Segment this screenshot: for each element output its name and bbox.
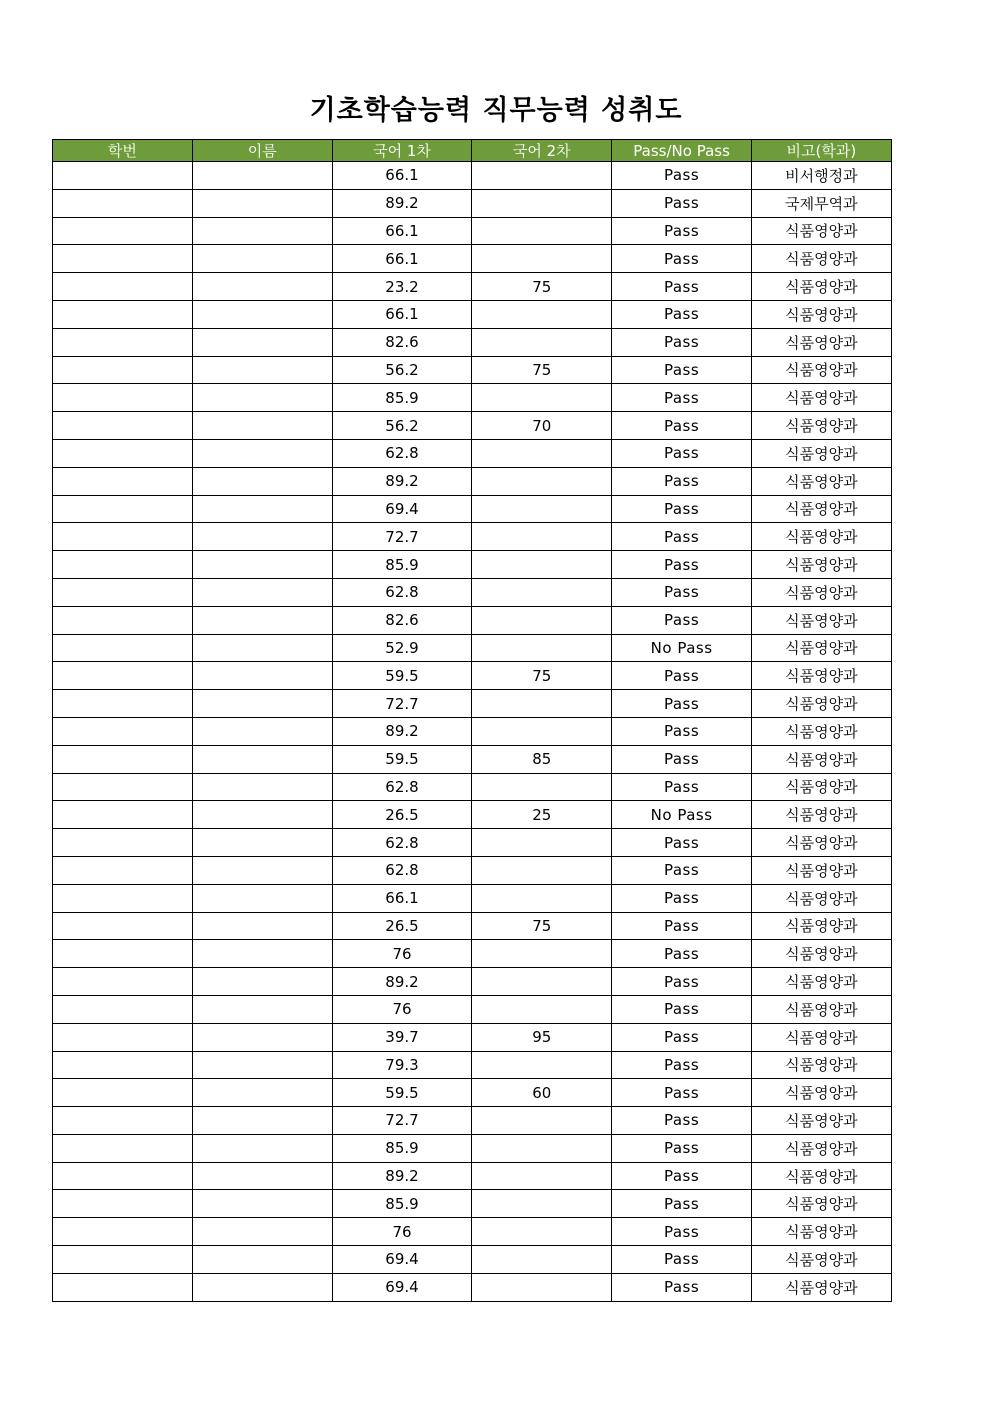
cell-korean-1: 72.7 [332, 1107, 472, 1135]
table-row [53, 884, 892, 912]
cell-korean-2: 60 [472, 1079, 612, 1107]
table-row [53, 384, 892, 412]
cell-name [192, 217, 332, 245]
cell-pass-status: Pass [612, 1023, 752, 1051]
cell-department: 식품영양과 [751, 884, 891, 912]
page-title: 기초학습능력 직무능력 성취도 [309, 95, 683, 126]
cell-name [192, 801, 332, 829]
cell-name [192, 578, 332, 606]
cell-department: 식품영양과 [751, 1162, 891, 1190]
cell-department: 식품영양과 [751, 217, 891, 245]
cell-name [192, 1023, 332, 1051]
table-row [53, 578, 892, 606]
cell-korean-1: 62.8 [332, 578, 472, 606]
cell-name [192, 634, 332, 662]
cell-pass-status: Pass [612, 1107, 752, 1135]
table-row [53, 1273, 892, 1301]
cell-name [192, 606, 332, 634]
cell-korean-1: 82.6 [332, 328, 472, 356]
score-table [52, 139, 892, 1302]
cell-department: 식품영양과 [751, 1218, 891, 1246]
table-row [53, 1246, 892, 1274]
cell-korean-2 [472, 300, 612, 328]
cell-name [192, 690, 332, 718]
cell-korean-2 [472, 995, 612, 1023]
table-row [53, 467, 892, 495]
cell-name [192, 551, 332, 579]
cell-name [192, 412, 332, 440]
cell-student-id [53, 439, 193, 467]
table-row [53, 217, 892, 245]
cell-pass-status: Pass [612, 439, 752, 467]
cell-student-id [53, 662, 193, 690]
cell-pass-status: Pass [612, 1134, 752, 1162]
cell-korean-2 [472, 217, 612, 245]
cell-pass-status: Pass [612, 1162, 752, 1190]
table-row [53, 995, 892, 1023]
cell-student-id [53, 995, 193, 1023]
table-row [53, 662, 892, 690]
cell-department: 식품영양과 [751, 662, 891, 690]
cell-student-id [53, 856, 193, 884]
cell-pass-status: Pass [612, 1246, 752, 1274]
cell-korean-2 [472, 1051, 612, 1079]
cell-department: 식품영양과 [751, 273, 891, 301]
cell-department: 식품영양과 [751, 523, 891, 551]
cell-korean-2 [472, 578, 612, 606]
table-row [53, 328, 892, 356]
cell-korean-2 [472, 523, 612, 551]
cell-name [192, 523, 332, 551]
cell-student-id [53, 745, 193, 773]
cell-pass-status: Pass [612, 884, 752, 912]
cell-department: 비서행정과 [751, 162, 891, 190]
table-row [53, 273, 892, 301]
cell-korean-1: 66.1 [332, 217, 472, 245]
cell-korean-2 [472, 1218, 612, 1246]
cell-korean-2: 25 [472, 801, 612, 829]
cell-korean-1: 85.9 [332, 551, 472, 579]
cell-korean-1: 62.8 [332, 439, 472, 467]
cell-name [192, 189, 332, 217]
cell-student-id [53, 884, 193, 912]
table-row [53, 439, 892, 467]
cell-pass-status: Pass [612, 940, 752, 968]
cell-student-id [53, 578, 193, 606]
cell-department: 식품영양과 [751, 1273, 891, 1301]
cell-korean-1: 23.2 [332, 273, 472, 301]
table-row [53, 745, 892, 773]
cell-name [192, 439, 332, 467]
cell-department: 식품영양과 [751, 578, 891, 606]
table-row [53, 300, 892, 328]
cell-pass-status: Pass [612, 217, 752, 245]
cell-name [192, 912, 332, 940]
cell-name [192, 1218, 332, 1246]
cell-korean-2 [472, 940, 612, 968]
cell-department: 식품영양과 [751, 384, 891, 412]
cell-department: 식품영양과 [751, 968, 891, 996]
cell-name [192, 1134, 332, 1162]
cell-department: 식품영양과 [751, 328, 891, 356]
cell-korean-1: 85.9 [332, 1190, 472, 1218]
cell-student-id [53, 1162, 193, 1190]
cell-student-id [53, 162, 193, 190]
cell-korean-2 [472, 439, 612, 467]
cell-name [192, 384, 332, 412]
cell-name [192, 245, 332, 273]
cell-student-id [53, 300, 193, 328]
cell-student-id [53, 551, 193, 579]
cell-pass-status: Pass [612, 1190, 752, 1218]
cell-department: 식품영양과 [751, 1023, 891, 1051]
cell-korean-1: 59.5 [332, 1079, 472, 1107]
cell-name [192, 773, 332, 801]
cell-department: 식품영양과 [751, 773, 891, 801]
cell-korean-1: 62.8 [332, 856, 472, 884]
cell-department: 식품영양과 [751, 551, 891, 579]
cell-pass-status: Pass [612, 300, 752, 328]
cell-department: 식품영양과 [751, 995, 891, 1023]
table-row [53, 551, 892, 579]
cell-name [192, 884, 332, 912]
cell-student-id [53, 1051, 193, 1079]
cell-student-id [53, 1218, 193, 1246]
cell-korean-2 [472, 1134, 612, 1162]
cell-student-id [53, 1107, 193, 1135]
cell-pass-status: Pass [612, 523, 752, 551]
cell-department: 식품영양과 [751, 1246, 891, 1274]
cell-korean-2 [472, 773, 612, 801]
table-row [53, 1023, 892, 1051]
cell-name [192, 495, 332, 523]
cell-pass-status: Pass [612, 245, 752, 273]
cell-name [192, 940, 332, 968]
cell-student-id [53, 467, 193, 495]
table-row [53, 1190, 892, 1218]
cell-korean-1: 85.9 [332, 1134, 472, 1162]
cell-korean-2 [472, 1273, 612, 1301]
cell-student-id [53, 773, 193, 801]
cell-korean-1: 89.2 [332, 717, 472, 745]
cell-pass-status: Pass [612, 384, 752, 412]
cell-department: 식품영양과 [751, 245, 891, 273]
cell-korean-1: 76 [332, 1218, 472, 1246]
cell-korean-2 [472, 1107, 612, 1135]
table-row [53, 1162, 892, 1190]
cell-korean-1: 79.3 [332, 1051, 472, 1079]
cell-korean-1: 39.7 [332, 1023, 472, 1051]
cell-pass-status: Pass [612, 1218, 752, 1246]
cell-korean-2 [472, 634, 612, 662]
cell-korean-2: 95 [472, 1023, 612, 1051]
cell-pass-status: Pass [612, 968, 752, 996]
cell-name [192, 162, 332, 190]
col-header-pass-no-pass: Pass/No Pass [612, 140, 752, 162]
cell-korean-1: 89.2 [332, 189, 472, 217]
cell-name [192, 829, 332, 857]
cell-student-id [53, 606, 193, 634]
cell-student-id [53, 690, 193, 718]
cell-department: 식품영양과 [751, 912, 891, 940]
cell-name [192, 1246, 332, 1274]
cell-department: 식품영양과 [751, 690, 891, 718]
cell-pass-status: Pass [612, 662, 752, 690]
cell-pass-status: Pass [612, 912, 752, 940]
cell-korean-2: 75 [472, 356, 612, 384]
cell-korean-1: 89.2 [332, 968, 472, 996]
cell-pass-status: Pass [612, 328, 752, 356]
cell-department: 식품영양과 [751, 856, 891, 884]
table-row [53, 912, 892, 940]
cell-korean-1: 69.4 [332, 1246, 472, 1274]
cell-korean-1: 89.2 [332, 1162, 472, 1190]
cell-name [192, 1273, 332, 1301]
header-row [53, 140, 892, 162]
cell-pass-status: Pass [612, 189, 752, 217]
cell-student-id [53, 912, 193, 940]
cell-pass-status: Pass [612, 690, 752, 718]
cell-department: 식품영양과 [751, 356, 891, 384]
cell-pass-status: Pass [612, 1273, 752, 1301]
cell-department: 식품영양과 [751, 829, 891, 857]
cell-pass-status: Pass [612, 829, 752, 857]
table-row [53, 829, 892, 857]
table-row [53, 634, 892, 662]
cell-korean-1: 72.7 [332, 690, 472, 718]
cell-korean-1: 69.4 [332, 495, 472, 523]
cell-student-id [53, 1246, 193, 1274]
cell-korean-1: 26.5 [332, 801, 472, 829]
cell-student-id [53, 273, 193, 301]
cell-pass-status: Pass [612, 467, 752, 495]
cell-student-id [53, 384, 193, 412]
cell-name [192, 328, 332, 356]
cell-korean-2 [472, 717, 612, 745]
table-row [53, 495, 892, 523]
cell-pass-status: Pass [612, 1051, 752, 1079]
cell-student-id [53, 245, 193, 273]
cell-student-id [53, 495, 193, 523]
cell-pass-status: Pass [612, 162, 752, 190]
cell-student-id [53, 634, 193, 662]
cell-department: 식품영양과 [751, 717, 891, 745]
cell-department: 식품영양과 [751, 1079, 891, 1107]
col-header-korean-2: 국어 2차 [472, 140, 612, 162]
cell-student-id [53, 940, 193, 968]
cell-department: 식품영양과 [751, 745, 891, 773]
cell-department: 식품영양과 [751, 606, 891, 634]
cell-student-id [53, 523, 193, 551]
table-row [53, 690, 892, 718]
cell-pass-status: Pass [612, 717, 752, 745]
cell-name [192, 995, 332, 1023]
cell-student-id [53, 1273, 193, 1301]
cell-student-id [53, 829, 193, 857]
cell-korean-2 [472, 1162, 612, 1190]
cell-department: 식품영양과 [751, 801, 891, 829]
col-header-remarks-dept: 비고(학과) [751, 140, 891, 162]
cell-korean-2 [472, 1246, 612, 1274]
cell-pass-status: Pass [612, 606, 752, 634]
cell-korean-1: 26.5 [332, 912, 472, 940]
cell-korean-1: 62.8 [332, 773, 472, 801]
cell-korean-2 [472, 467, 612, 495]
cell-student-id [53, 189, 193, 217]
cell-korean-1: 66.1 [332, 245, 472, 273]
cell-korean-2 [472, 829, 612, 857]
table-row [53, 968, 892, 996]
cell-korean-2 [472, 495, 612, 523]
cell-korean-2 [472, 606, 612, 634]
table-row [53, 1051, 892, 1079]
cell-korean-1: 82.6 [332, 606, 472, 634]
cell-pass-status: Pass [612, 856, 752, 884]
cell-korean-1: 66.1 [332, 300, 472, 328]
cell-korean-2 [472, 189, 612, 217]
cell-name [192, 300, 332, 328]
table-row [53, 1218, 892, 1246]
cell-korean-1: 59.5 [332, 662, 472, 690]
table-row [53, 773, 892, 801]
cell-korean-1: 56.2 [332, 356, 472, 384]
table-row [53, 1107, 892, 1135]
col-header-student-id: 학번 [53, 140, 193, 162]
cell-korean-2 [472, 884, 612, 912]
cell-pass-status: Pass [612, 578, 752, 606]
cell-korean-2 [472, 162, 612, 190]
cell-pass-status: Pass [612, 412, 752, 440]
cell-department: 식품영양과 [751, 940, 891, 968]
cell-korean-2 [472, 690, 612, 718]
cell-korean-1: 59.5 [332, 745, 472, 773]
cell-department: 식품영양과 [751, 634, 891, 662]
cell-department: 식품영양과 [751, 1190, 891, 1218]
cell-korean-1: 85.9 [332, 384, 472, 412]
cell-student-id [53, 1190, 193, 1218]
cell-korean-1: 66.1 [332, 162, 472, 190]
cell-department: 식품영양과 [751, 467, 891, 495]
table-row [53, 356, 892, 384]
cell-student-id [53, 217, 193, 245]
cell-name [192, 273, 332, 301]
cell-name [192, 1079, 332, 1107]
table-row [53, 606, 892, 634]
cell-name [192, 356, 332, 384]
cell-department: 식품영양과 [751, 412, 891, 440]
cell-korean-2 [472, 245, 612, 273]
cell-korean-1: 89.2 [332, 467, 472, 495]
table-row [53, 189, 892, 217]
cell-korean-2 [472, 551, 612, 579]
cell-name [192, 1162, 332, 1190]
cell-korean-2: 70 [472, 412, 612, 440]
cell-korean-2: 75 [472, 662, 612, 690]
cell-korean-1: 56.2 [332, 412, 472, 440]
col-header-korean-1: 국어 1차 [332, 140, 472, 162]
cell-korean-1: 72.7 [332, 523, 472, 551]
cell-korean-2: 85 [472, 745, 612, 773]
cell-department: 식품영양과 [751, 1107, 891, 1135]
cell-student-id [53, 801, 193, 829]
table-row [53, 717, 892, 745]
table-row [53, 1134, 892, 1162]
table-row [53, 162, 892, 190]
cell-student-id [53, 1023, 193, 1051]
cell-korean-1: 62.8 [332, 829, 472, 857]
cell-korean-1: 69.4 [332, 1273, 472, 1301]
cell-department: 식품영양과 [751, 1051, 891, 1079]
cell-student-id [53, 412, 193, 440]
table-row [53, 940, 892, 968]
cell-korean-2 [472, 856, 612, 884]
cell-korean-1: 76 [332, 995, 472, 1023]
cell-pass-status: Pass [612, 995, 752, 1023]
cell-student-id [53, 717, 193, 745]
cell-pass-status: Pass [612, 273, 752, 301]
table-row [53, 412, 892, 440]
cell-korean-2 [472, 1190, 612, 1218]
cell-pass-status: Pass [612, 773, 752, 801]
col-header-name: 이름 [192, 140, 332, 162]
cell-korean-1: 52.9 [332, 634, 472, 662]
cell-student-id [53, 1079, 193, 1107]
cell-korean-2: 75 [472, 273, 612, 301]
cell-pass-status: Pass [612, 356, 752, 384]
cell-pass-status: Pass [612, 551, 752, 579]
cell-korean-1: 76 [332, 940, 472, 968]
cell-korean-1: 66.1 [332, 884, 472, 912]
cell-korean-2: 75 [472, 912, 612, 940]
cell-name [192, 1190, 332, 1218]
table-row [53, 1079, 892, 1107]
cell-department: 국제무역과 [751, 189, 891, 217]
cell-name [192, 662, 332, 690]
cell-student-id [53, 328, 193, 356]
cell-pass-status: Pass [612, 745, 752, 773]
cell-student-id [53, 968, 193, 996]
cell-korean-2 [472, 384, 612, 412]
cell-korean-2 [472, 968, 612, 996]
cell-department: 식품영양과 [751, 439, 891, 467]
cell-pass-status: Pass [612, 495, 752, 523]
cell-pass-status: Pass [612, 1079, 752, 1107]
cell-name [192, 1051, 332, 1079]
table-row [53, 245, 892, 273]
cell-department: 식품영양과 [751, 495, 891, 523]
cell-name [192, 717, 332, 745]
cell-name [192, 968, 332, 996]
cell-name [192, 467, 332, 495]
table-row [53, 801, 892, 829]
cell-name [192, 745, 332, 773]
cell-korean-2 [472, 328, 612, 356]
cell-pass-status: No Pass [612, 634, 752, 662]
cell-name [192, 1107, 332, 1135]
table-row [53, 856, 892, 884]
cell-name [192, 856, 332, 884]
cell-student-id [53, 1134, 193, 1162]
cell-department: 식품영양과 [751, 1134, 891, 1162]
table-row [53, 523, 892, 551]
cell-student-id [53, 356, 193, 384]
cell-pass-status: No Pass [612, 801, 752, 829]
cell-department: 식품영양과 [751, 300, 891, 328]
